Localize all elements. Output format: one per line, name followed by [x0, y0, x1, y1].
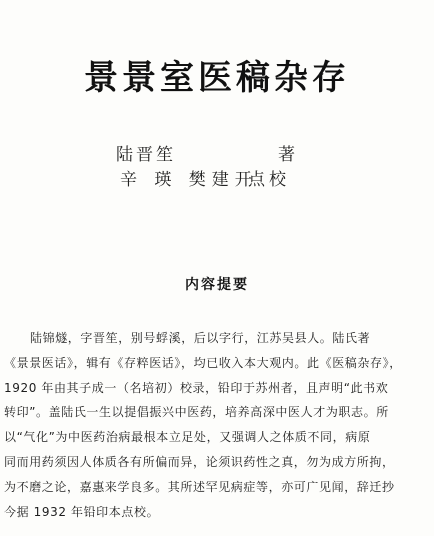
body-line: 为不磨之论，嘉惠来学良多。其所述罕见病症等，亦可广见闻，辞迁抄: [4, 479, 395, 494]
body-line: 转印”。盖陆氏一生以提倡振兴中医药，培养高深中医人才为职志。所: [4, 405, 389, 420]
summary-body: [0, 326, 434, 524]
editors-names: 辛 瑛 樊建开: [120, 170, 258, 190]
editors-role: 点校: [248, 170, 290, 190]
author-role: 著: [278, 145, 298, 165]
body-line: 以“气化”为中医药治病最根本立足处，又强调人之体质不同，病原: [4, 430, 371, 445]
body-line: 今据 1932 年铅印本点校。: [4, 504, 160, 519]
body-line: 陆锦燧，字晋笙，别号蜉溪，后以字行，江苏吴县人。陆氏著: [30, 331, 371, 345]
section-heading: 内容提要: [185, 277, 249, 293]
body-line: 1920 年由其子成一（名培初）校录，铅印于苏州者，且声明“此书欢: [4, 380, 389, 395]
author-name: 陆晋笙: [116, 145, 176, 165]
book-title: 景景室医稿杂存: [84, 58, 350, 98]
body-line: 同而用药须因人体质各有所偏而异，论须识药性之真，勿为成方所拘，: [4, 454, 395, 469]
body-line: 《景景医话》，辑有《存粹医话》，均已收入本大观内。此《医稿杂存》，: [4, 355, 402, 370]
